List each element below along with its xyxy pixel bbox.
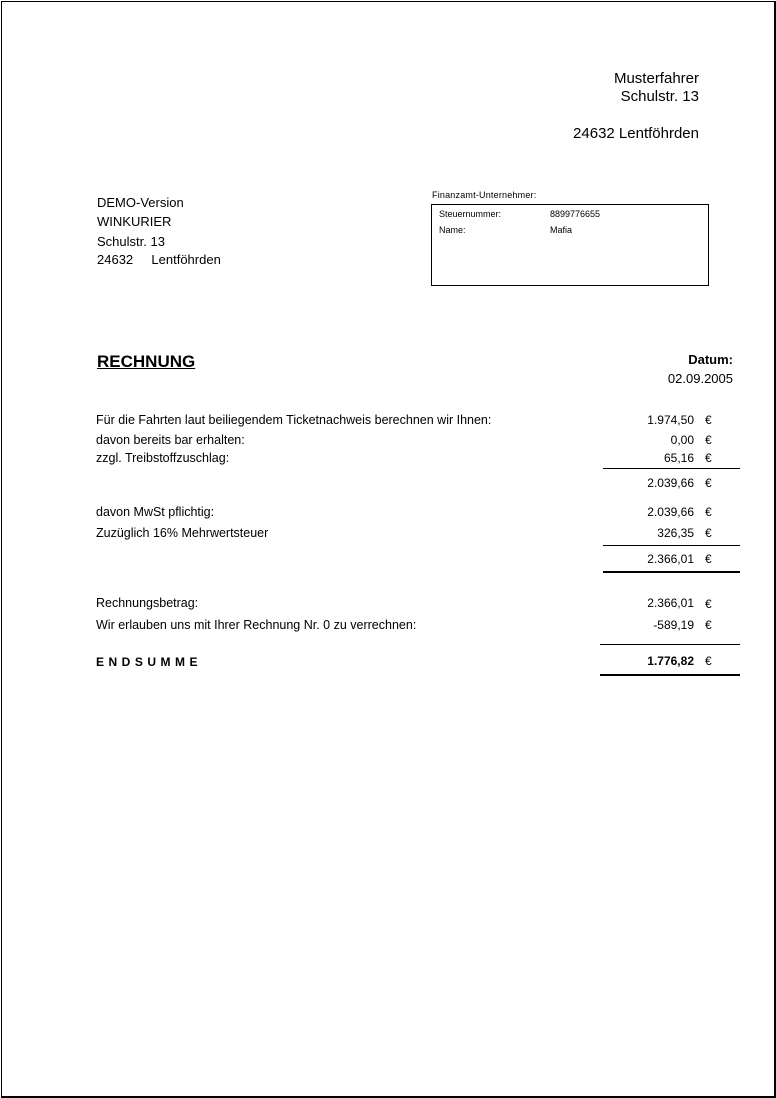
currency-symbol: € xyxy=(705,597,712,611)
currency-symbol: € xyxy=(705,618,712,632)
bar-value: 0,00 xyxy=(670,433,694,447)
recipient-street: Schulstr. 13 xyxy=(97,234,165,249)
currency-symbol: € xyxy=(705,433,712,447)
sender-city: 24632 Lentföhrden xyxy=(573,125,699,142)
sender-name: Musterfahrer xyxy=(613,70,699,87)
final-divider-line xyxy=(600,674,740,676)
mwst-pflichtig-label: davon MwSt pflichtig: xyxy=(96,505,215,519)
sender-street: Schulstr. 13 xyxy=(620,88,699,105)
name-label: Name: xyxy=(439,225,466,235)
invoice-title: RECHNUNG xyxy=(97,352,196,371)
subtotal-value: 2.039,66 xyxy=(647,476,694,490)
verrechnen-label: Wir erlauben uns mit Ihrer Rechnung Nr. 0 zu verrechnen: xyxy=(96,618,417,632)
treibstoff-label: zzgl. Treibstoffzuschlag: xyxy=(96,451,230,465)
mwst-pflichtig-value: 2.039,66 xyxy=(647,505,694,519)
divider-line xyxy=(603,545,740,546)
fahrten-value: 1.974,50 xyxy=(647,413,694,427)
endsumme-label: ENDSUMME xyxy=(96,655,203,669)
fahrten-label: Für die Fahrten laut beiliegendem Ticketnachweis berechnen wir Ihnen: xyxy=(96,413,492,427)
currency-symbol: € xyxy=(705,476,712,490)
currency-symbol: € xyxy=(705,552,712,566)
finanzamt-label: Finanzamt-Unternehmer: xyxy=(432,190,537,200)
recipient-city: Lentföhrden xyxy=(151,252,221,267)
currency-symbol: € xyxy=(705,654,712,668)
invoice-page xyxy=(1,1,776,1098)
recipient-zip: 24632 xyxy=(97,252,134,267)
name-value: Mafia xyxy=(550,225,573,235)
divider-line xyxy=(600,644,740,645)
steuernummer-label: Steuernummer: xyxy=(439,209,502,219)
treibstoff-value: 65,16 xyxy=(663,451,694,465)
currency-symbol: € xyxy=(705,505,712,519)
rechnungsbetrag-value: 2.366,01 xyxy=(647,596,694,610)
verrechnen-value: -589,19 xyxy=(653,618,694,632)
bar-label: davon bereits bar erhalten: xyxy=(96,433,245,447)
finanzamt-box xyxy=(431,204,709,286)
mwst-label: Zuzüglich 16% Mehrwertsteuer xyxy=(96,526,269,540)
brutto-value: 2.366,01 xyxy=(647,552,694,566)
rechnungsbetrag-label: Rechnungsbetrag: xyxy=(96,596,199,610)
recipient-city-line xyxy=(97,252,221,267)
endsumme-value: 1.776,82 xyxy=(647,654,694,668)
currency-symbol: € xyxy=(705,526,712,540)
date-label: Datum: xyxy=(688,352,733,367)
steuernummer-value: 8899776655 xyxy=(550,209,601,219)
mwst-value: 326,35 xyxy=(657,526,694,540)
divider-line xyxy=(603,468,740,469)
recipient-line2: WINKURIER xyxy=(97,214,172,229)
recipient-line1: DEMO-Version xyxy=(97,195,184,210)
currency-symbol: € xyxy=(705,413,712,427)
currency-symbol: € xyxy=(705,451,712,465)
double-divider-line xyxy=(603,571,740,573)
date-value: 02.09.2005 xyxy=(667,371,733,386)
